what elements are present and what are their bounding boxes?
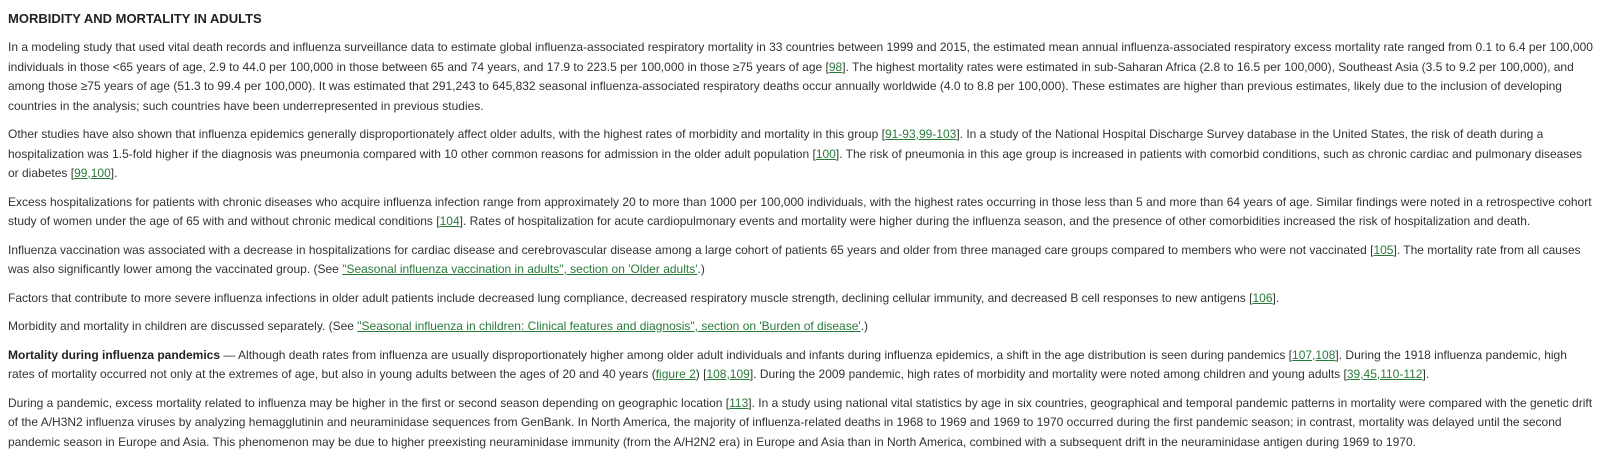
- paragraph-text: .: [1275, 290, 1280, 305]
- paragraph-text: Morbidity and mortality in children are discussed separately. (See: [8, 319, 358, 333]
- paragraph-pandemic-mortality: Mortality during influenza pandemics — Although death rates from influenza are usually disproportionately higher among older adult individuals and infants during influenza epidemics, a shift in the age distribution is seen during pandemics [107,108]. During the 1918 influenza pandemic, high rates of mortality occurred not only at the extremes of age, but also in young adults between the ages of 20 and 40 years (figure 2) [108,109]. During the 2009 pandemic, high rates of morbidity and mortality were noted among children and young adults [39,45,110-112].: [8, 347, 1567, 381]
- paragraph-text: . During the 2009 pandemic, high rates of morbidity and mortality were noted among children and young adults: [753, 367, 1344, 381]
- paragraph-text: . The mortality rate from all causes was also significantly lower among the vaccinated group. (See: [8, 242, 1581, 276]
- paragraph-text: . The highest mortality rates were estimated in sub-Saharan Africa (2.8 to 16.5 per 100,000), Southeast Asia (3.5 to 9.2 per 100,000), and among those ≥75 years of age (51.3 to 99.4 per 100,000). It was estimated that 291,243 to 645,832 seasonal influenza-associated respiratory deaths occur annually worldwide (4.0 to 8.8 per 100,000). These estimates are higher than previous estimates, likely due to the inclusion of developing countries in the analysis; such countries have been underrepresented in previous studies.: [8, 59, 1574, 113]
- paragraph-risk-factors: Factors that contribute to more severe influenza infections in older adult patients include decreased lung compliance, decreased respiratory muscle strength, declining cellular immunity, and decreased B cell responses to new antigens [106].: [8, 290, 1280, 305]
- paragraph-text: Other studies have also shown that influenza epidemics generally disproportionately affect older adults, with the highest rates of morbidity and mortality in this group: [8, 127, 882, 141]
- paragraph-text: Factors that contribute to more severe influenza infections in older adult patients include decreased lung compliance, decreased respiratory muscle strength, declining cellular immunity, and decreased B cell responses to new antigens: [8, 290, 1250, 305]
- paragraph-vaccination: Influenza vaccination was associated with a decrease in hospitalizations for cardiac disease and cerebrovascular disease among a large cohort of patients 65 years and older from three managed care groups compared to members who were not vaccinated [105]. The mortality rate from all causes was also significantly lower among the vaccinated group. (See "Seasonal influenza vaccination in adults", section on 'Older adults'.): [8, 242, 1581, 276]
- paragraph-text: . During the 1918 influenza pandemic, high rates of mortality occurred not only at the extremes of age, but also in young adults between the ages of 20 and 40 years (: [8, 347, 1567, 381]
- reference-link[interactable]: 39,45,110-112: [1346, 367, 1423, 381]
- reference-link[interactable]: 99,100: [74, 166, 111, 180]
- topic-link-influenza-children[interactable]: "Seasonal influenza in children: Clinical features and diagnosis", section on 'Burden of disease': [357, 319, 861, 333]
- subsection-heading: Mortality during influenza pandemics: [8, 347, 221, 362]
- reference-link[interactable]: 100: [815, 146, 836, 161]
- section-title: MORBIDITY AND MORTALITY IN ADULTS: [8, 11, 262, 26]
- paragraph-text: .): [860, 319, 869, 333]
- reference-link[interactable]: 106: [1252, 290, 1273, 305]
- paragraph-text: . The risk of pneumonia in this age group is increased in patients with comorbid conditions, such as chronic cardiac and pulmonary diseases or diabetes: [8, 146, 1583, 180]
- paragraph-global-mortality: In a modeling study that used vital death records and influenza surveillance data to estimate global influenza-associated respiratory mortality in 33 countries between 1999 and 2015, the estimated mean annual influenza-associated respiratory excess mortality rate ranged from 0.1 to 6.4 per 100,000 individuals in those <65 years of age, 2.9 to 44.0 per 100,000 in those between 65 and 74 years, and 17.9 to 223.5 per 100,000 in those ≥75 years of age [98]. The highest mortality rates were estimated in sub-Saharan Africa (2.8 to 16.5 per 100,000), Southeast Asia (3.5 to 9.2 per 100,000), and among those ≥75 years of age (51.3 to 99.4 per 100,000). It was estimated that 291,243 to 645,832 seasonal influenza-associated respiratory deaths occur annually worldwide (4.0 to 8.8 per 100,000). These estimates are higher than previous estimates, likely due to the inclusion of developing countries in the analysis; such countries have been underrepresented in previous studies.: [8, 40, 1593, 113]
- paragraph-pandemic-seasons: During a pandemic, excess mortality related to influenza may be higher in the first or second season depending on geographic location [113]. In a study using national vital statistics by age in six countries, geographical and temporal pandemic patterns in mortality were compared with the genetic drift of the A/H3N2 influenza viruses by analyzing hemagglutinin and neuraminidase sequences from GenBank. In North America, the majority of influenza-related deaths in 1968 to 1969 and 1969 to 1970 occurred during the first pandemic season; in contrast, mortality was delayed until the second pandemic season in Europe and Asia. This phenomenon may be due to higher preexisting neuraminidase immunity (from the A/H2N2 era) in Europe and Asia than in North America, combined with a subsequent drift in the neuraminidase antigen during 1969 to 1970.: [8, 395, 1593, 449]
- paragraph-text: .: [114, 166, 118, 180]
- reference-link[interactable]: 107,108: [1292, 347, 1336, 362]
- reference-link[interactable]: 105: [1373, 242, 1394, 257]
- paragraph-text: — Although death rates from influenza are usually disproportionately higher among older adult individuals and infants during influenza epidemics, a shift in the age distribution is seen during pandemics: [220, 347, 1289, 362]
- paragraph-older-adults: Other studies have also shown that influenza epidemics generally disproportionately affect older adults, with the highest rates of morbidity and mortality in this group [91-93,99-103]. In a study of the National Hospital Discharge Survey database in the United States, the risk of death during a hospitalization was 1.5-fold higher if the diagnosis was pneumonia compared with 10 other common reasons for admission in the older adult population [100]. The risk of pneumonia in this age group is increased in patients with comorbid conditions, such as chronic cardiac and pulmonary diseases or diabetes [99,100].: [8, 127, 1583, 180]
- paragraph-text: . In a study of the National Hospital Discharge Survey database in the United States, the risk of death during a hospitalization was 1.5-fold higher if the diagnosis was pneumonia compared with 10 other common reasons for admission in the older adult population: [8, 127, 1544, 161]
- paragraph-text: ): [695, 367, 704, 381]
- paragraph-text: In a modeling study that used vital death records and influenza surveillance data to estimate global influenza-associated respiratory mortality in 33 countries between 1999 and 2015, the estimated mean annual influenza-associated respiratory excess mortality rate ranged from 0.1 to 6.4 per 100,000 individuals in those <65 years of age, 2.9 to 44.0 per 100,000 in those between 65 and 74 years, and 17.9 to 223.5 per 100,000 in those ≥75 years of age: [8, 40, 1593, 74]
- reference-link[interactable]: 108,109: [706, 367, 750, 381]
- reference-link[interactable]: 98: [828, 59, 843, 74]
- paragraph-text: . Rates of hospitalization for acute cardiopulmonary events and mortality were higher during the influenza season, and the presence of other comorbidities increased the risk of hospitalization and death.: [462, 214, 1531, 228]
- paragraph-children: [8, 317, 1595, 337]
- paragraph-text: Excess hospitalizations for patients with chronic diseases who acquire influenza infection range from approximately 20 to more than 1000 per 100,000 individuals, with the highest rates occurring in those less than 5 and more than 64 years of age. Similar findings were noted in a retrospective cohort study of women under the age of 65 with and without chronic medical conditions: [8, 194, 1592, 228]
- paragraph-hospitalizations: Excess hospitalizations for patients with chronic diseases who acquire influenza infection range from approximately 20 to more than 1000 per 100,000 individuals, with the highest rates occurring in those less than 5 and more than 64 years of age. Similar findings were noted in a retrospective cohort study of women under the age of 65 with and without chronic medical conditions [104]. Rates of hospitalization for acute cardiopulmonary events and mortality were higher during the influenza season, and the presence of other comorbidities increased the risk of hospitalization and death.: [8, 194, 1592, 228]
- topic-link-vaccination-older-adults[interactable]: "Seasonal influenza vaccination in adults", section on 'Older adults': [342, 262, 698, 276]
- reference-link[interactable]: 104: [439, 214, 460, 228]
- paragraph-text: . In a study using national vital statistics by age in six countries, geographical and temporal pandemic patterns in mortality were compared with the genetic drift of the A/H3N2 influenza viruses by analyzing hemagglutinin and neuraminidase sequences from GenBank. In North America, the majority of influenza-related deaths in 1968 to 1969 and 1969 to 1970 occurred during the first pandemic season; in contrast, mortality was delayed until the second pandemic season in Europe and Asia. This phenomenon may be due to higher preexisting neuraminidase immunity (from the A/H2N2 era) in Europe and Asia than in North America, combined with a subsequent drift in the neuraminidase antigen during 1969 to 1970.: [8, 395, 1593, 449]
- reference-link[interactable]: 113: [729, 395, 749, 410]
- reference-link[interactable]: 91-93,99-103: [884, 127, 957, 141]
- figure-link[interactable]: figure 2: [655, 367, 696, 381]
- paragraph-text: During a pandemic, excess mortality related to influenza may be higher in the first or second season depending on geographic location: [8, 395, 726, 410]
- paragraph-text: .): [697, 262, 705, 276]
- paragraph-text: Influenza vaccination was associated with a decrease in hospitalizations for cardiac disease and cerebrovascular disease among a large cohort of patients 65 years and older from three managed care groups compared to members who were not vaccinated: [8, 242, 1371, 257]
- paragraph-text: .: [1425, 367, 1430, 381]
